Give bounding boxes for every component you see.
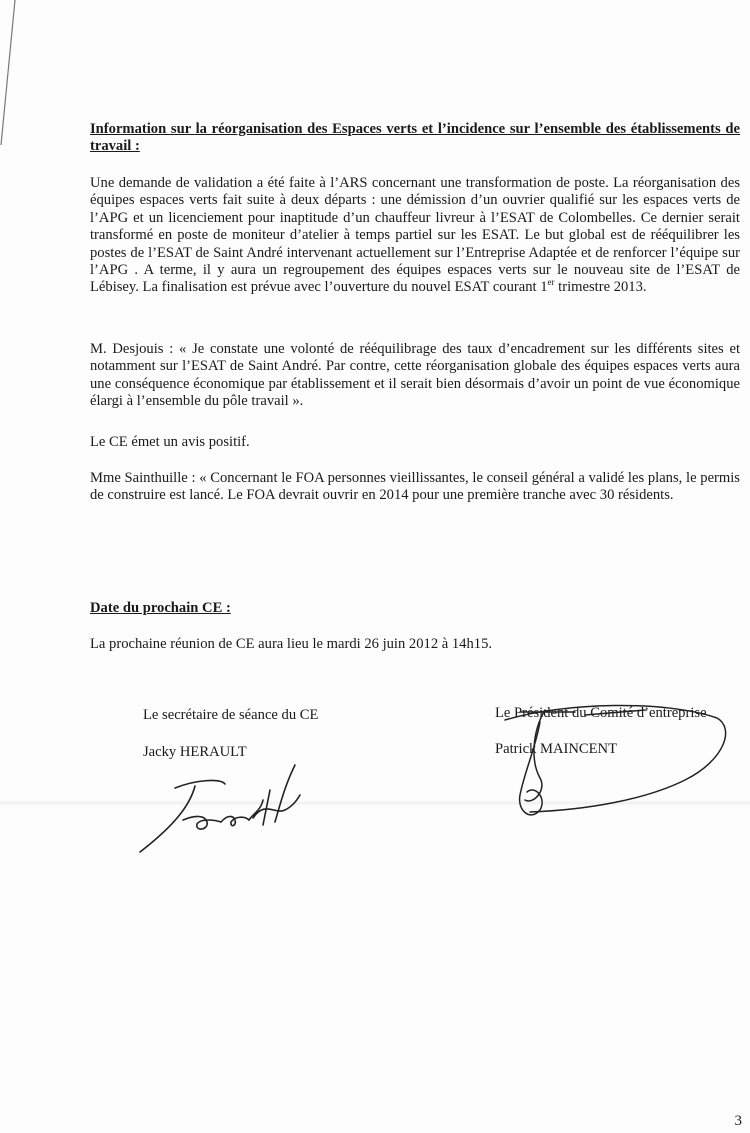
- handwritten-signature-right: [485, 700, 735, 850]
- paragraph-reorganisation: [90, 175, 740, 297]
- section-heading-espaces-verts: Information sur la réorganisation des Espaces verts et l’incidence sur l’ensemble des établissements de travail :: [90, 121, 740, 155]
- section-heading-prochain-ce: Date du prochain CE :: [90, 600, 231, 616]
- page-number: 3: [734, 1113, 742, 1129]
- scan-edge-shadow: [0, 0, 20, 150]
- paragraph-prochaine-reunion: La prochaine réunion de CE aura lieu le mardi 26 juin 2012 à 14h15.: [90, 636, 493, 652]
- signature-left-title: Le secrétaire de séance du CE: [143, 707, 319, 723]
- para-reorg-text: Une demande de validation a été faite à l’ARS concernant une transformation de poste. La réorganisation des équipes espaces verts fait suite à deux départs : une démission d’un ouvrier qualifié sur les espaces verts de l’APG et un licenciement pour inaptitude d’un chauffeur livreur à l’ESAT de Colombelles. Ce dernier serait transformé en poste de moniteur d’atelier à temps partiel sur les ESAT. Le but global est de rééquilibrer les postes de l’ESAT de Saint André intervenant actuellement sur l’Entreprise Adaptée et de renforcer l’équipe sur l’APG . A terme, il y aura un regroupement des équipes espaces verts sur le nouveau site de l’ESAT de Lébisey. La finalisation est prévue avec l’ouverture du nouvel ESAT courant 1: [90, 175, 740, 296]
- paragraph-sainthuille: Mme Sainthuille : « Concernant le FOA personnes vieillissantes, le conseil général a validé les plans, le permis de construire est lancé. Le FOA devrait ouvrir en 2014 pour une première tranche avec 30 résidents.: [90, 470, 740, 504]
- handwritten-signature-left: [135, 760, 305, 860]
- signature-left-name: Jacky HERAULT: [143, 744, 247, 760]
- para-reorg-tail: trimestre 2013.: [554, 279, 647, 296]
- signature-right-title: Le Président du Comité d’entreprise: [495, 705, 707, 721]
- signature-right-name: Patrick MAINCENT: [495, 741, 618, 757]
- paragraph-avis-positif: Le CE émet un avis positif.: [90, 434, 250, 450]
- paragraph-desjouis: M. Desjouis : « Je constate une volonté de rééquilibrage des taux d’encadrement sur les différents sites et notamment sur l’ESAT de Saint André. Par contre, cette réorganisation globale des équipes espaces verts aura une conséquence économique par établissement et il serait bien désormais d’avoir un point de vue économique élargi à l’ensemble du pôle travail ».: [90, 341, 740, 410]
- para-reorg-sup: er: [547, 277, 555, 288]
